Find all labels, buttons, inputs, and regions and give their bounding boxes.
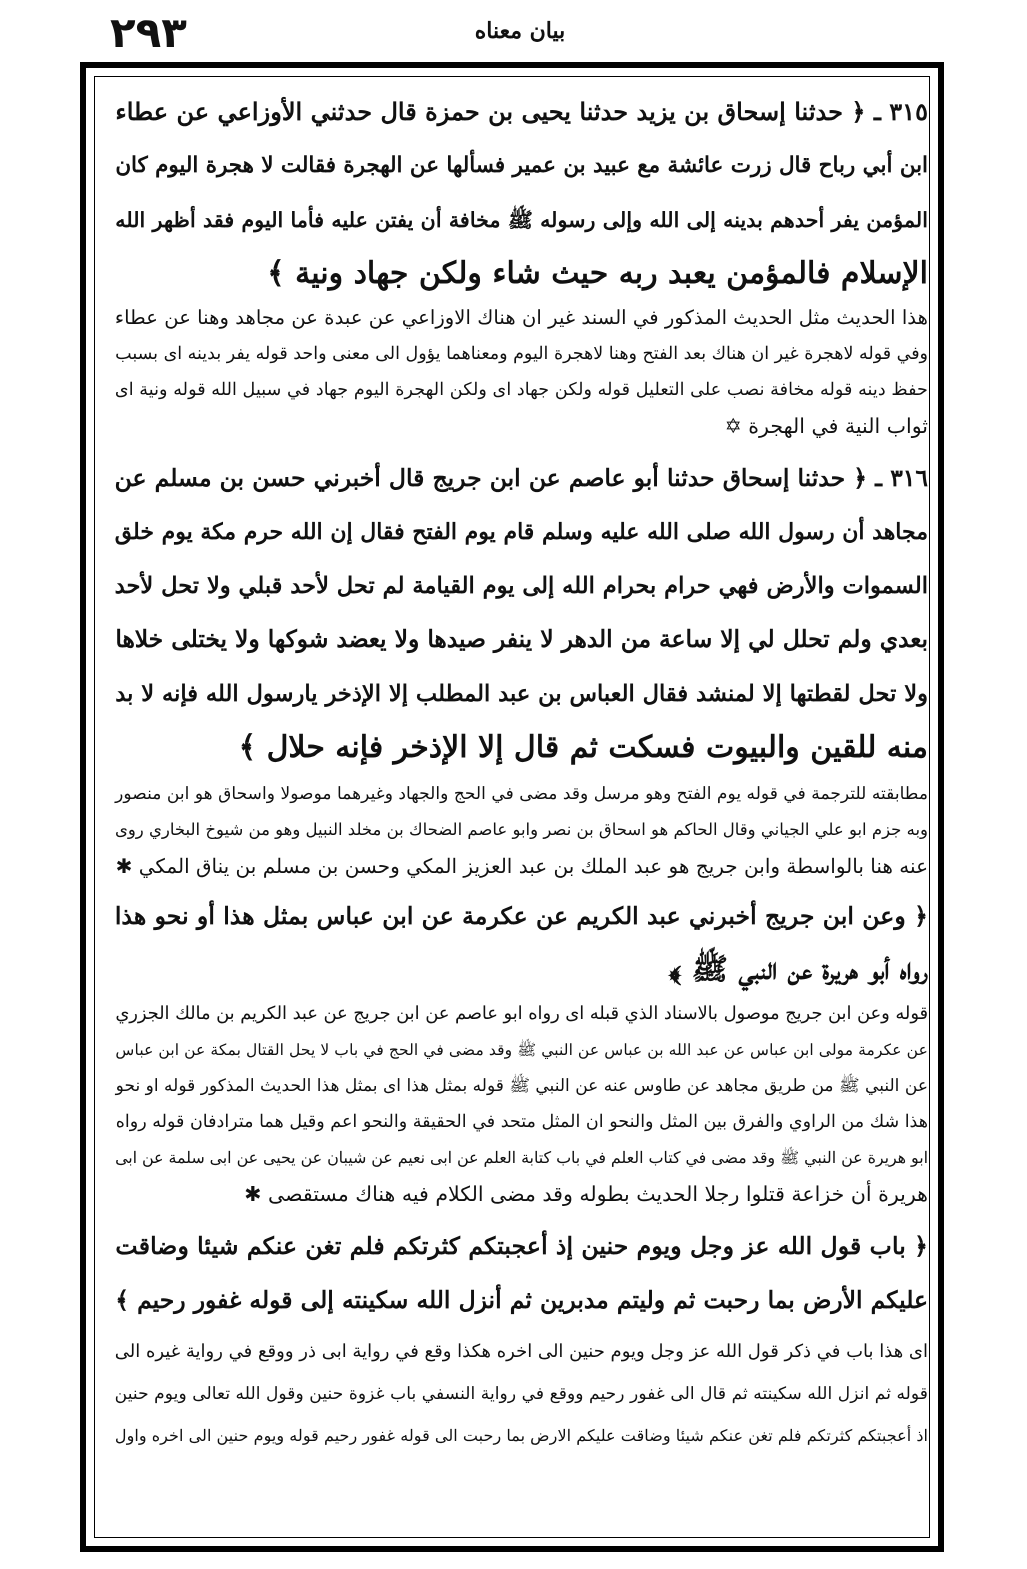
page-number: ٢٩٣ [110,8,187,57]
hadith-315-line-2: ابن أبي رباح قال زرت عائشة مع عبيد بن عمير فسألها عن الهجرة فقالت لا هجرة اليوم كان [115,153,928,178]
running-title: بيان معناه [474,18,566,44]
commentary-317-line-3: عن النبي ﷺ من طريق مجاهد عن طاوس عنه عن النبي ﷺ قوله بمثل هذا اى بمثل هذا الحديث المذكور قوله او نحو [115,1076,928,1096]
commentary-315-line-1: هذا الحديث مثل الحديث المذكور في السند غير ان هناك الاوزاعي عن عبدة عن مجاهد وهنا عن عطاء [114,306,928,329]
commentary-315-line-3: حفظ دينه قوله مخافة نصب على التعليل قوله ولكن جهاد اى ولكن الهجرة اليوم جهاد في سبيل الله قوله ونية اى [114,380,928,400]
hadith-316-line-2: مجاهد أن رسول الله صلى الله عليه وسلم قام يوم الفتح فقال إن الله حرم مكة يوم خلق [114,519,928,545]
commentary-chapter-line-2: قوله ثم انزل الله سكينته ثم قال الى غفور رحيم ووقع في رواية النسفي باب غزوة حنين وقول الله تعالى ويوم حنين [114,1384,928,1404]
text-body [98,84,928,1540]
commentary-316-line-3: عنه هنا بالواسطة وابن جريج هو عبد الملك بن عبد العزيز المكي وحسن بن مسلم بن يناق المكي ✱ [115,854,928,878]
hadith-315-line-3: المؤمن يفر أحدهم بدينه إلى الله وإلى رسوله ﷺ مخافة أن يفتن عليه فأما اليوم فقد أظهر الله [115,208,928,232]
hadith-317-line-1: ﴿ وعن ابن جريج أخبرني عبد الكريم عن عكرمة عن ابن عباس بمثل هذا أو نحو هذا [114,902,928,930]
commentary-316-line-1: مطابقته للترجمة في قوله يوم الفتح وهو مرسل وقد مضى في الحج والجهاد وغيرهما موصولا واسحاق هو ابن منصور [115,784,928,804]
commentary-317-line-2: عن عكرمة مولى ابن عباس عن عبد الله بن عباس عن النبي ﷺ وقد مضى في الحج في باب لا يحل القتال بمكة عن ابن عباس [115,1040,928,1059]
hadith-316-line-5: ولا تحل لقطتها إلا لمنشد فقال العباس بن عبد المطلب إلا الإذخر يارسول الله فإنه لا بد [115,681,928,707]
commentary-317-line-4: هذا شك من الراوي والفرق بين المثل والنحو ان المثل متحد في الحقيقة والنحو اعم وقيل هما مترادفان قوله رواه [115,1112,928,1132]
hadith-316-line-1: ٣١٦ ـ ﴿ حدثنا إسحاق حدثنا أبو عاصم عن ابن جريج قال أخبرني حسن بن مسلم عن [114,464,928,492]
commentary-317-line-1: قوله وعن ابن جريج موصول بالاسناد الذي قبله اى رواه ابو عاصم عن ابن جريج عن عبد الكريم بن مالك الجزري [115,1004,928,1024]
hadith-315-line-1: ٣١٥ ـ ﴿ حدثنا إسحاق بن يزيد حدثنا يحيى بن حمزة قال حدثني الأوزاعي عن عطاء [115,97,928,126]
commentary-315-line-2: وفي قوله لاهجرة غير ان هناك بعد الفتح وهنا لاهجرة اليوم ومعناهما يؤول الى معنى واحد قوله يفر بدينه اى بسبب [115,344,928,364]
commentary-chapter-line-3: اذ أعجبتكم كثرتكم فلم تغن عنكم شيئا وضاقت عليكم الارض بما رحبت الى قوله غفور رحيم قوله ويوم حنين الى اخره واول [114,1426,928,1445]
commentary-315-line-4: ثواب النية في الهجرة ✡ [724,414,928,438]
page-header [0,0,1027,62]
commentary-317-line-6: هريرة أن خزاعة قتلوا رجلا الحديث بطوله وقد مضى الكلام فيه هناك مستقصى ✱ [244,1182,928,1206]
commentary-chapter-line-1: اى هذا باب في ذكر قول الله عز وجل ويوم حنين الى اخره هكذا وقع في رواية ابى ذر ووقع في رواية غيره الى [114,1341,928,1362]
commentary-317-line-5: ابو هريرة عن النبي ﷺ وقد مضى في كتاب العلم في باب كتابة العلم عن ابى نعيم عن شيبان عن يحيى عن ابى سلمة عن ابى [115,1148,928,1167]
chapter-heading-line-1: ﴿ باب قول الله عز وجل ويوم حنين إذ أعجبتكم كثرتكم فلم تغن عنكم شيئا وضاقت [115,1232,928,1260]
hadith-316-line-6: منه للقين والبيوت فسكت ثم قال إلا الإذخر فإنه حلال ﴾ [238,730,928,765]
hadith-316-line-4: بعدي ولم تحلل لي إلا ساعة من الدهر لا ينفر صيدها ولا يعضد شوكها ولا يختلى خلاها [115,626,928,653]
hadith-317-line-2: رواه أبو هريرة عن النبي ﷺ ﴾ [668,952,928,987]
commentary-316-line-2: وبه جزم ابو علي الجياني وقال الحاكم هو اسحاق بن نصر وابو عاصم الضحاك بن مخلد النبيل وهو من شيوخ البخاري روى [114,820,928,839]
chapter-heading-line-2: عليكم الأرض بما رحبت ثم وليتم مدبرين ثم أنزل الله سكينته إلى قوله غفور رحيم ﴾ [115,1286,928,1314]
hadith-315-line-4: الإسلام فالمؤمن يعبد ربه حيث شاء ولكن جهاد ونية ﴾ [267,256,928,291]
hadith-316-line-3: السموات والأرض فهي حرام بحرام الله إلى يوم القيامة لم تحل لأحد قبلي ولا تحل لأحد [114,573,928,599]
